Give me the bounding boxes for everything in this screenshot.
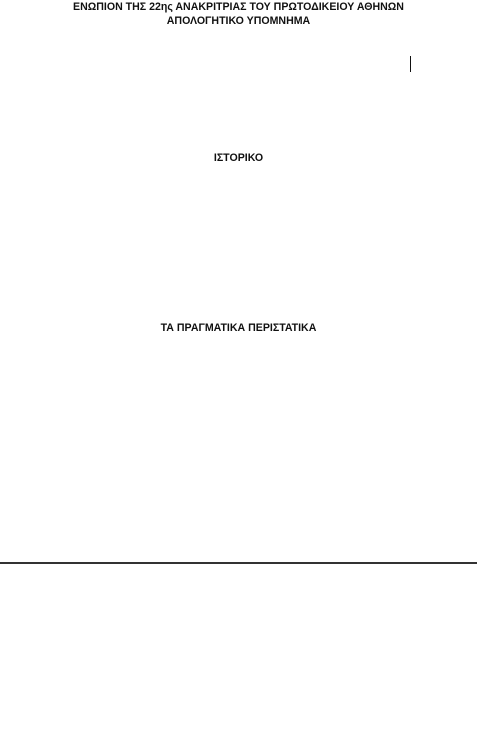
text-cursor <box>410 56 411 72</box>
page-break-divider <box>0 562 477 564</box>
court-heading: ΕΝΩΠΙΟΝ ΤΗΣ 22ης ΑΝΑΚΡΙΤΡΙΑΣ ΤΟΥ ΠΡΩΤΟΔΙΚΕΙΟΥ ΑΘΗΝΩΝ <box>73 1 404 13</box>
history-heading: ΙΣΤΟΡΙΚΟ <box>213 152 264 164</box>
document-title: ΑΠΟΛΟΓΗΤΙΚΟ ΥΠΟΜΝΗΜΑ <box>166 15 311 27</box>
facts-heading: ΤΑ ΠΡΑΓΜΑΤΙΚΑ ΠΕΡΙΣΤΑΤΙΚΑ <box>160 322 317 334</box>
